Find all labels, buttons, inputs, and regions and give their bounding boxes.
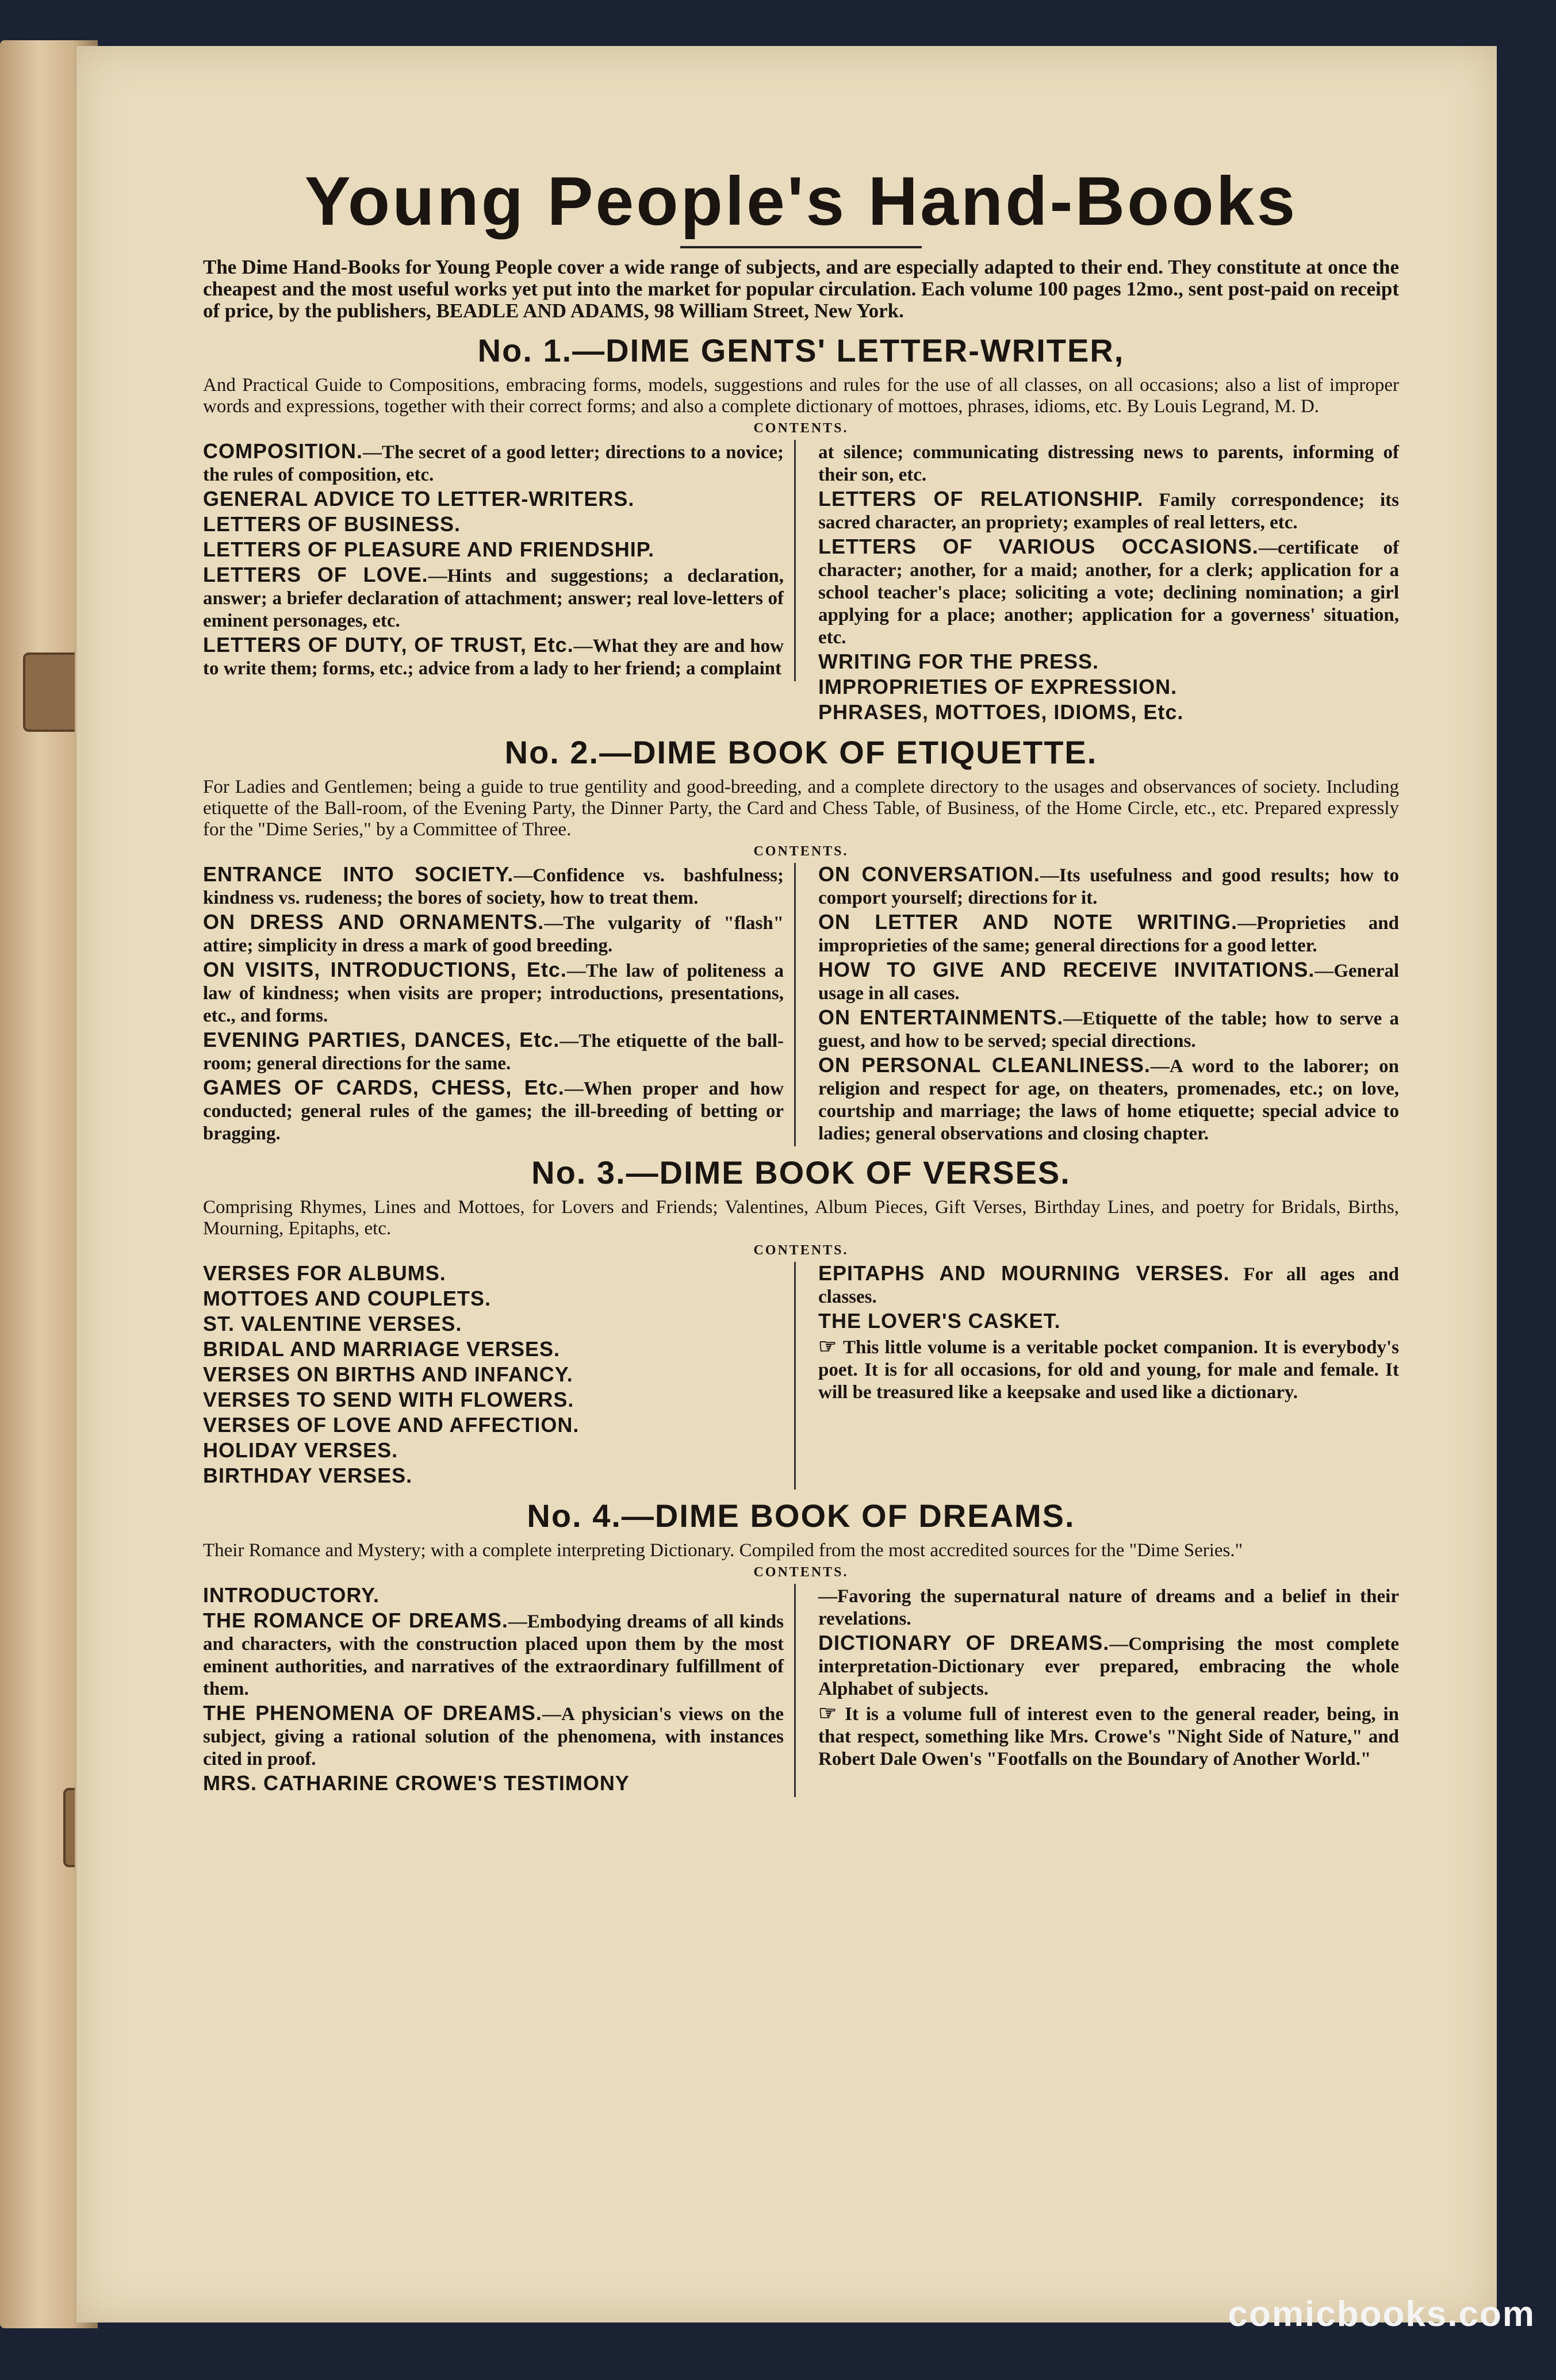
contents-entry [818, 1632, 1399, 1700]
contents-entry [203, 634, 784, 680]
entry-heading: MRS. CATHARINE CROWE'S TESTIMONY [203, 1771, 630, 1795]
entry-heading: PHRASES, MOTTOES, IDIOMS, Etc. [818, 700, 1184, 724]
contents-column-right [808, 863, 1399, 1146]
contents-column-left [203, 863, 796, 1146]
entry-heading: GENERAL ADVICE TO LETTER-WRITERS. [203, 487, 635, 510]
entry-heading: LETTERS OF VARIOUS OCCASIONS. [818, 535, 1259, 558]
entry-heading: ENTRANCE INTO SOCIETY. [203, 862, 514, 886]
contents-entry [818, 1262, 1399, 1308]
entry-heading: VERSES FOR ALBUMS. [203, 1261, 446, 1285]
section-description: For Ladies and Gentlemen; being a guide to true gentility and good-breeding, and a complete directory to the usages and observances of society. Including etiquette of the Ball-room, of the Evening Party, the Dinner Party, the Card and Chess Table, of Business, of the Home Circle, etc., etc. Prepared expressly for the "Dime Series," by a Committee of Three. [203, 777, 1399, 840]
contents-column-left [203, 440, 796, 681]
entry-heading: EVENING PARTIES, DANCES, Etc. [203, 1028, 560, 1051]
entry-body: —The secret of a good letter; directions to a novice; the rules of composition, etc. [203, 442, 784, 485]
contents-label: CONTENTS. [753, 1565, 849, 1580]
entry-heading: INTRODUCTORY. [203, 1583, 380, 1607]
pointing-hand-icon: ☞ [818, 1701, 838, 1725]
contents-columns [203, 1262, 1399, 1490]
title-rule [680, 246, 922, 248]
entry-body: —The etiquette of the ball-room; general directions for the same. [203, 1031, 784, 1074]
section-title: No. 2.—DIME BOOK OF ETIQUETTE. [504, 734, 1098, 770]
entry-heading: COMPOSITION. [203, 439, 363, 463]
entry-heading: ON PERSONAL CLEANLINESS. [818, 1053, 1151, 1077]
entry-body: For all ages and classes. [818, 1264, 1399, 1307]
entry-heading: ON VISITS, INTRODUCTIONS, Etc. [203, 958, 567, 981]
contents-entry [818, 440, 1399, 486]
contents-column-right [808, 1584, 1399, 1772]
contents-entry [203, 513, 784, 537]
entry-heading: LETTERS OF PLEASURE AND FRIENDSHIP. [203, 538, 655, 561]
entry-body: Family correspondence; its sacred character, an propriety; examples of real letters, etc. [818, 490, 1399, 533]
entry-heading: HOLIDAY VERSES. [203, 1438, 398, 1462]
entry-heading: ON ENTERTAINMENTS. [818, 1005, 1064, 1029]
pointing-hand-icon: ☞ [818, 1334, 838, 1358]
entry-heading: ON CONVERSATION. [818, 862, 1040, 886]
contents-entry [203, 1076, 784, 1145]
contents-entry [818, 675, 1399, 700]
contents-entry [203, 1262, 784, 1286]
contents-column-left [203, 1262, 796, 1490]
watermark-text: comicbooks.com [1228, 2294, 1535, 2334]
contents-entry [203, 1338, 784, 1362]
entry-heading: IMPROPRIETIES OF EXPRESSION. [818, 675, 1178, 698]
contents-entry [203, 1772, 784, 1796]
contents-entry [818, 911, 1399, 957]
contents-entry [203, 1439, 784, 1463]
entry-heading: DICTIONARY OF DREAMS. [818, 1631, 1110, 1655]
contents-entry [203, 538, 784, 562]
section-3 [203, 1154, 1399, 1490]
sections [203, 332, 1399, 1797]
contents-entry [818, 1310, 1399, 1334]
entry-body: It is a volume full of interest even to the general reader, being, in that respect, something like Mrs. Crowe's "Night Side of Nature," and Robert Dale Owen's "Footfalls on the Boundary of Another World." [818, 1704, 1399, 1769]
contents-entry [203, 563, 784, 632]
contents-entry [818, 1584, 1399, 1630]
entry-heading: VERSES OF LOVE AND AFFECTION. [203, 1413, 580, 1437]
contents-entry [203, 911, 784, 957]
entry-heading: HOW TO GIVE AND RECEIVE INVITATIONS. [818, 958, 1315, 981]
entry-body: —Embodying dreams of all kinds and characters, with the construction placed upon them by the most eminent authorities, and narratives of the extraordinary fulfillment of them. [203, 1611, 784, 1699]
contents-entry [203, 1609, 784, 1700]
contents-entry [818, 958, 1399, 1005]
section-title: No. 4.—DIME BOOK OF DREAMS. [527, 1498, 1075, 1534]
section-description: And Practical Guide to Compositions, embracing forms, models, suggestions and rules for the use of all classes, on all occasions; also a list of improper words and expressions, together with their correct forms; and also a complete dictionary of mottoes, phrases, idioms, etc. By Louis Legrand, M. D. [203, 375, 1399, 417]
section-title: No. 1.—DIME GENTS' LETTER-WRITER, [477, 332, 1125, 368]
entry-heading: THE ROMANCE OF DREAMS. [203, 1609, 508, 1632]
contents-entry [203, 1312, 784, 1337]
entry-heading: LETTERS OF DUTY, OF TRUST, Etc. [203, 633, 574, 657]
entry-body: —What they are and how to write them; forms, etc.; advice from a lady to her friend; a complaint [203, 636, 784, 679]
contents-entry [818, 535, 1399, 649]
contents-entry [818, 701, 1399, 725]
contents-columns [203, 863, 1399, 1146]
page-content [203, 161, 1399, 1797]
entry-body: —Favoring the supernatural nature of dreams and a belief in their revelations. [818, 1586, 1399, 1629]
entry-body: —General usage in all cases. [818, 961, 1399, 1004]
entry-heading: ON LETTER AND NOTE WRITING. [818, 910, 1238, 934]
entry-heading: VERSES TO SEND WITH FLOWERS. [203, 1388, 574, 1411]
contents-entry [203, 1464, 784, 1488]
section-description: Comprising Rhymes, Lines and Mottoes, for Lovers and Friends; Valentines, Album Pieces, Gift Verses, Birthday Lines, and poetry for Bridals, Births, Mourning, Epitaphs, etc. [203, 1197, 1399, 1239]
entry-heading: BRIDAL AND MARRIAGE VERSES. [203, 1337, 561, 1361]
entry-body: —Hints and suggestions; a declaration, answer; a briefer declaration of attachment; answer; real love-letters of eminent personages, etc. [203, 566, 784, 631]
contents-column-right [808, 440, 1399, 726]
contents-entry [203, 440, 784, 486]
contents-entry [203, 1287, 784, 1311]
entry-body: —certificate of character; another, for a maid; another, for a clerk; application for a school teacher's place; soliciting a vote; declining nomination; a girl applying for a place; another; application for a governess' situation, etc. [818, 538, 1400, 648]
entry-body: —The law of politeness a law of kindness; when visits are proper; introductions, presentations, etc., and forms. [203, 961, 784, 1026]
entry-body: —A physician's views on the subject, giving a rational solution of the phenomena, with instances cited in proof. [203, 1704, 784, 1769]
contents-entry [818, 1702, 1399, 1771]
contents-entry [818, 1006, 1399, 1053]
section-1 [203, 332, 1399, 726]
entry-body: —Comprising the most complete interpretation-Dictionary ever prepared, embracing the whole Alphabet of subjects. [818, 1634, 1399, 1699]
entry-body: —Confidence vs. bashfulness; kindness vs. rudeness; the bores of society, how to treat them. [203, 865, 784, 908]
entry-body: —When proper and how conducted; general rules of the games; the ill-breeding of betting or bragging. [203, 1078, 784, 1144]
contents-label: CONTENTS. [753, 1243, 849, 1258]
contents-entry [203, 1414, 784, 1438]
contents-columns [203, 440, 1399, 726]
page-title: Young People's Hand-Books [304, 163, 1298, 240]
entry-heading: THE LOVER'S CASKET. [818, 1309, 1061, 1333]
contents-entry [203, 487, 784, 512]
entry-body: —Etiquette of the table; how to serve a guest, and how to be served; special directions. [818, 1008, 1399, 1051]
section-2 [203, 734, 1399, 1146]
section-4 [203, 1498, 1399, 1797]
entry-body: —A word to the laborer; on religion and respect for age, on theaters, promenades, etc.; on love, courtship and marriage; the laws of home etiquette; special advice to ladies; general observations and closing chapter. [818, 1056, 1399, 1144]
entry-body: —Its usefulness and good results; how to comport yourself; directions for it. [818, 865, 1399, 908]
contents-label: CONTENTS. [753, 844, 849, 859]
entry-heading: GAMES OF CARDS, CHESS, Etc. [203, 1076, 565, 1099]
contents-entry [818, 487, 1399, 534]
entry-heading: MOTTOES AND COUPLETS. [203, 1287, 492, 1310]
entry-body: This little volume is a veritable pocket companion. It is everybody's poet. It is for all occasions, for old and young, for male and female. It will be treasured like a keepsake and used like a dictionary. [818, 1337, 1399, 1403]
contents-column-right [808, 1262, 1399, 1405]
section-title: No. 3.—DIME BOOK OF VERSES. [531, 1154, 1071, 1191]
contents-entry [203, 1584, 784, 1608]
contents-entry [203, 1702, 784, 1771]
entry-heading: LETTERS OF LOVE. [203, 563, 428, 586]
entry-body: at silence; communicating distressing news to parents, informing of their son, etc. [818, 442, 1399, 485]
entry-heading: LETTERS OF BUSINESS. [203, 512, 461, 536]
entry-heading: BIRTHDAY VERSES. [203, 1464, 413, 1487]
entry-heading: WRITING FOR THE PRESS. [818, 650, 1099, 673]
contents-entry [203, 958, 784, 1027]
contents-columns [203, 1584, 1399, 1797]
contents-entry [818, 1054, 1399, 1145]
contents-entry [203, 1388, 784, 1412]
contents-column-left [203, 1584, 796, 1797]
entry-body: —Proprieties and improprieties of the same; general directions for a good letter. [818, 913, 1399, 956]
entry-heading: LETTERS OF RELATIONSHIP. [818, 487, 1144, 510]
entry-body: —The vulgarity of "flash" attire; simplicity in dress a mark of good breeding. [203, 913, 784, 956]
entry-heading: THE PHENOMENA OF DREAMS. [203, 1701, 542, 1725]
contents-entry [818, 650, 1399, 674]
contents-entry [818, 1335, 1399, 1404]
contents-entry [203, 863, 784, 909]
contents-entry [203, 1363, 784, 1387]
entry-heading: VERSES ON BIRTHS AND INFANCY. [203, 1362, 573, 1386]
entry-heading: ST. VALENTINE VERSES. [203, 1312, 462, 1335]
contents-label: CONTENTS. [753, 421, 849, 436]
contents-entry [203, 1028, 784, 1075]
page [75, 46, 1497, 2323]
entry-heading: ON DRESS AND ORNAMENTS. [203, 910, 545, 934]
intro-paragraph: The Dime Hand-Books for Young People cover a wide range of subjects, and are especially adapted to their end. They constitute at once the cheapest and the most useful works yet put into the market for popular circulation. Each volume 100 pages 12mo., sent post-paid on receipt of price, by the publishers, BEADLE AND ADAMS, 98 William Street, New York. [203, 256, 1399, 322]
contents-entry [818, 863, 1399, 909]
entry-heading: EPITAPHS AND MOURNING VERSES. [818, 1261, 1230, 1285]
section-description: Their Romance and Mystery; with a complete interpreting Dictionary. Compiled from the most accredited sources for the "Dime Series." [203, 1540, 1243, 1561]
